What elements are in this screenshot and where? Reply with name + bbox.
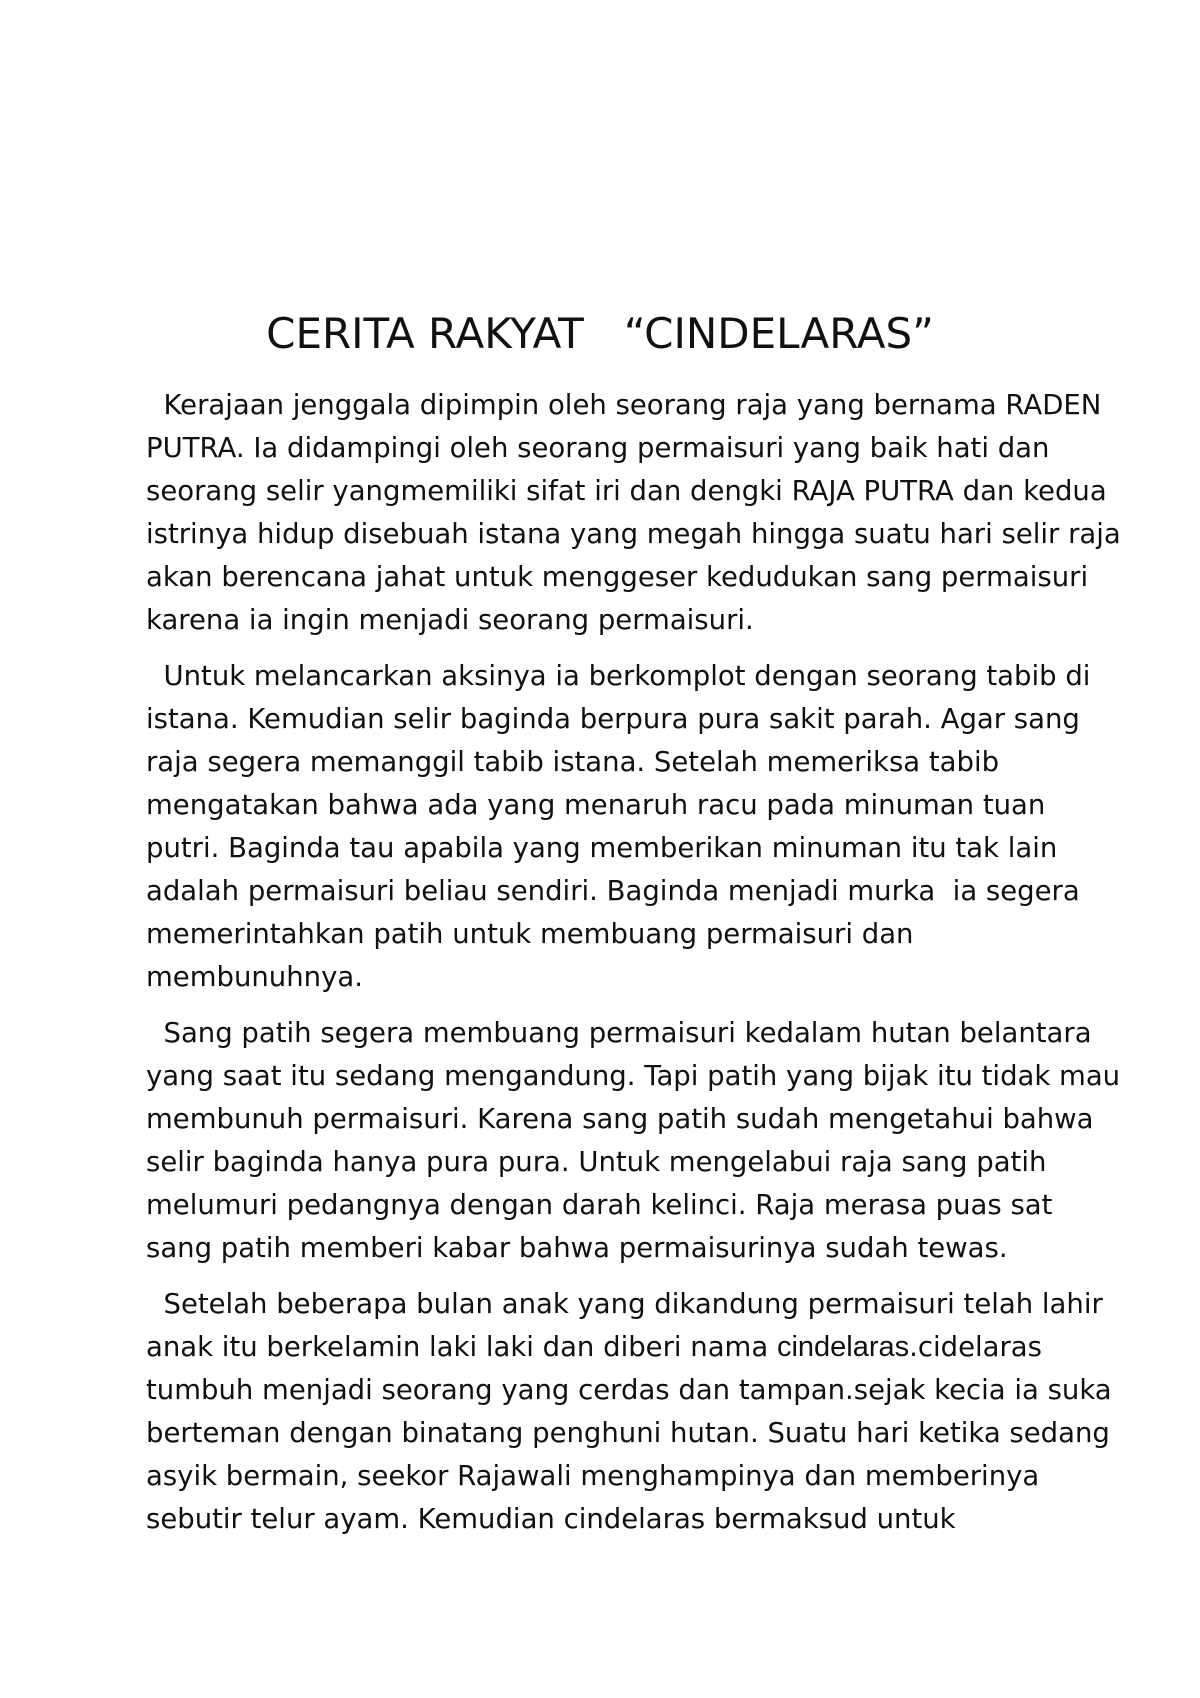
paragraph-line: membunuh permaisuri. Karena sang patih sudah mengetahui bahwa: [146, 1103, 1094, 1135]
paragraph-line: asyik bermain, seekor Rajawali menghampinya dan memberinya: [146, 1460, 1040, 1492]
paragraph-line: Setelah beberapa bulan anak yang dikandung permaisuri telah lahir: [146, 1288, 1103, 1320]
paragraph-line: seorang selir yangmemiliki sifat iri dan dengki RAJA PUTRA dan kedua: [146, 475, 1107, 507]
paragraph-1: [146, 384, 1121, 642]
paragraph-line: akan berencana jahat untuk menggeser kedudukan sang permaisuri: [146, 561, 1089, 593]
paragraph-4: [146, 1283, 1112, 1541]
paragraph-line: selir baginda hanya pura pura. Untuk mengelabui raja sang patih: [146, 1146, 1047, 1178]
paragraph-line: sebutir telur ayam. Kemudian cindelaras bermaksud untuk: [146, 1503, 956, 1535]
paragraph-line: istrinya hidup disebuah istana yang megah hingga suatu hari selir raja: [146, 518, 1121, 550]
document-title: CERITA RAKYAT “CINDELARAS”: [266, 309, 934, 358]
paragraph-line: Sang patih segera membuang permaisuri kedalam hutan belantara: [146, 1017, 1092, 1049]
line-text-before-name: anak itu berkelamin laki laki dan diberi nama: [146, 1331, 777, 1363]
paragraph-line: Untuk melancarkan aksinya ia berkomplot dengan seorang tabib di: [146, 660, 1091, 692]
paragraph-line: membunuhnya.: [146, 961, 363, 993]
paragraph-line: Kerajaan jenggala dipimpin oleh seorang raja yang bernama RADEN: [146, 389, 1102, 421]
paragraph-line: istana. Kemudian selir baginda berpura pura sakit parah. Agar sang: [146, 703, 1080, 735]
paragraph-line: PUTRA. Ia didampingi oleh seorang permaisuri yang baik hati dan: [146, 432, 1050, 464]
paragraph-line: raja segera memanggil tabib istana. Setelah memeriksa tabib: [146, 746, 1000, 778]
paragraph-3: [146, 1012, 1121, 1270]
paragraph-line: karena ia ingin menjadi seorang permaisuri.: [146, 604, 754, 636]
line-text-after-name: .cidelaras: [909, 1331, 1042, 1363]
paragraph-line: berteman dengan binatang penghuni hutan. Suatu hari ketika sedang: [146, 1417, 1110, 1449]
paragraph-line: tumbuh menjadi seorang yang cerdas dan tampan.sejak kecia ia suka: [146, 1374, 1112, 1406]
paragraph-2: [146, 655, 1091, 999]
paragraph-line: putri. Baginda tau apabila yang memberikan minuman itu tak lain: [146, 832, 1058, 864]
paragraph-line: yang saat itu sedang mengandung. Tapi patih yang bijak itu tidak mau: [146, 1060, 1121, 1092]
paragraph-line: memerintahkan patih untuk membuang permaisuri dan: [146, 918, 914, 950]
paragraph-line: mengatakan bahwa ada yang menaruh racu pada minuman tuan: [146, 789, 1046, 821]
paragraph-line: melumuri pedangnya dengan darah kelinci. Raja merasa puas sat: [146, 1189, 1053, 1221]
character-name-cindelaras: cindelaras: [776, 1331, 910, 1363]
paragraph-line: adalah permaisuri beliau sendiri. Baginda menjadi murka ia segera: [146, 875, 1080, 907]
paragraph-line: sang patih memberi kabar bahwa permaisurinya sudah tewas.: [146, 1232, 1008, 1264]
paragraph-line-with-name: [146, 1326, 1076, 1369]
